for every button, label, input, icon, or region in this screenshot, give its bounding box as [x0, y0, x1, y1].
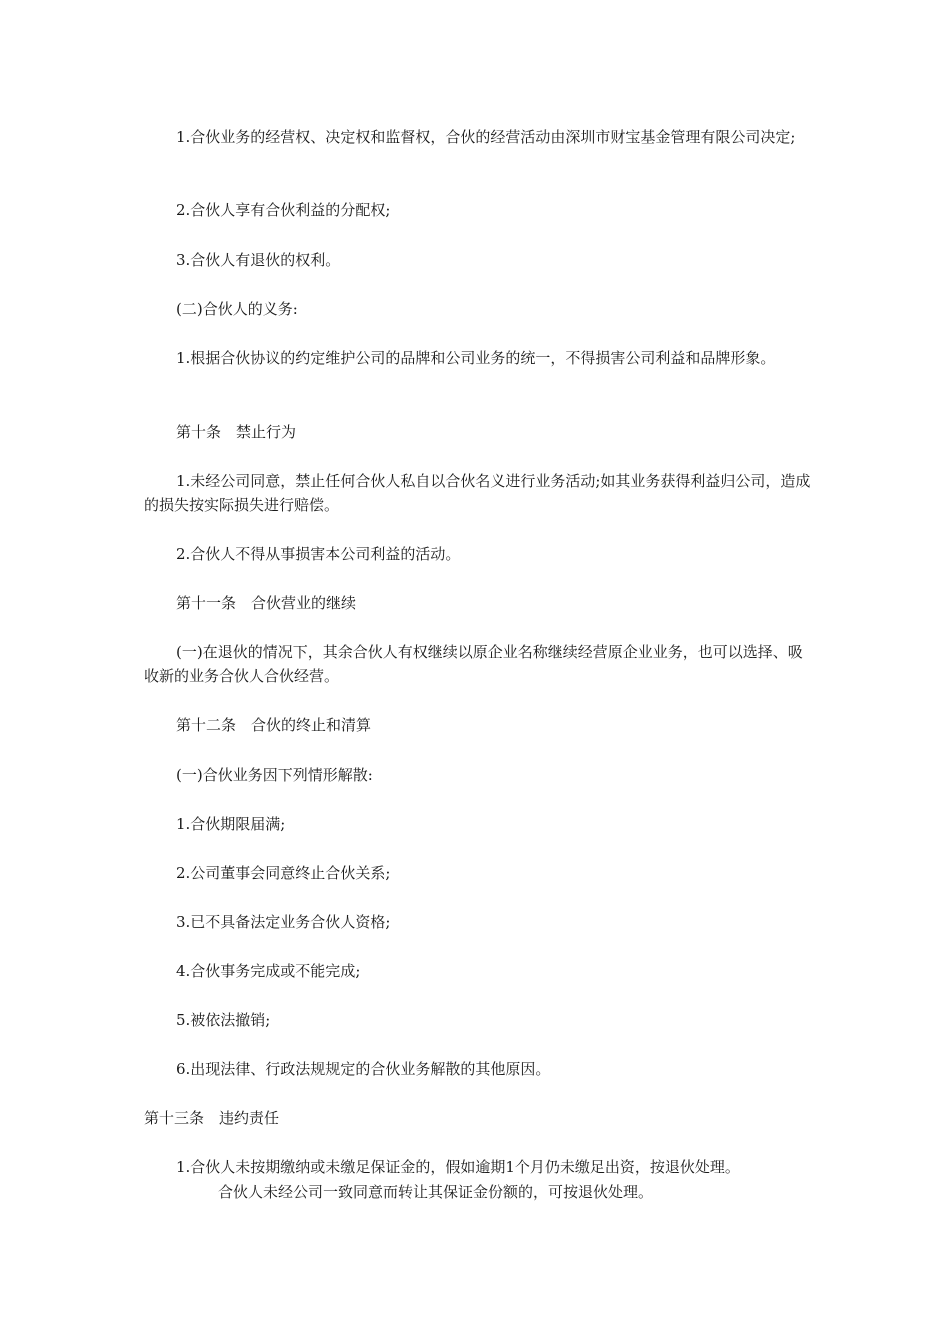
paragraph-3: 3.合伙人有退伙的权利。: [176, 251, 341, 269]
paragraph-13: 1.合伙期限届满;: [176, 815, 286, 833]
paragraph-14: 2.公司董事会同意终止合伙关系;: [176, 864, 391, 882]
paragraph-10: (一)在退伙的情况下，其余合伙人有权继续以原企业名称继续经营原企业业务，也可以选择、吸收新的业务合伙人合伙经营。: [144, 643, 803, 685]
paragraph-12: (一)合伙业务因下列情形解散:: [176, 766, 373, 784]
article-12-heading: 第十二条 合伙的终止和清算: [176, 716, 372, 734]
paragraph-5: 1.根据合伙协议的约定维护公司的品牌和公司业务的统一，不得损害公司利益和品牌形象。: [176, 349, 776, 367]
paragraph-21: 合伙人未经公司一致同意而转让其保证金份额的，可按退伙处理。: [218, 1183, 654, 1201]
paragraph-15: 3.已不具备法定业务合伙人资格;: [176, 913, 391, 931]
article-10-heading: 第十条 禁止行为: [176, 423, 297, 441]
article-11-heading: 第十一条 合伙营业的继续: [176, 594, 357, 612]
paragraph-18: 6.出现法律、行政法规规定的合伙业务解散的其他原因。: [176, 1060, 551, 1078]
paragraph-4: (二)合伙人的义务:: [176, 300, 298, 318]
paragraph-2: 2.合伙人享有合伙利益的分配权;: [176, 201, 391, 219]
paragraph-20: 1.合伙人未按期缴纳或未缴足保证金的，假如逾期1个月仍未缴足出资，按退伙处理。: [176, 1158, 740, 1176]
paragraph-7: 1.未经公司同意，禁止任何合伙人私自以合伙名义进行业务活动;如其业务获得利益归公司，造成的损失按实际损失进行赔偿。: [144, 472, 811, 514]
paragraph-17: 5.被依法撤销;: [176, 1011, 271, 1029]
paragraph-16: 4.合伙事务完成或不能完成;: [176, 962, 361, 980]
article-13-heading: 第十三条 违约责任: [144, 1109, 280, 1127]
paragraph-1: 1.合伙业务的经营权、决定权和监督权，合伙的经营活动由深圳市财宝基金管理有限公司决定;: [176, 128, 796, 146]
paragraph-8: 2.合伙人不得从事损害本公司利益的活动。: [176, 545, 461, 563]
